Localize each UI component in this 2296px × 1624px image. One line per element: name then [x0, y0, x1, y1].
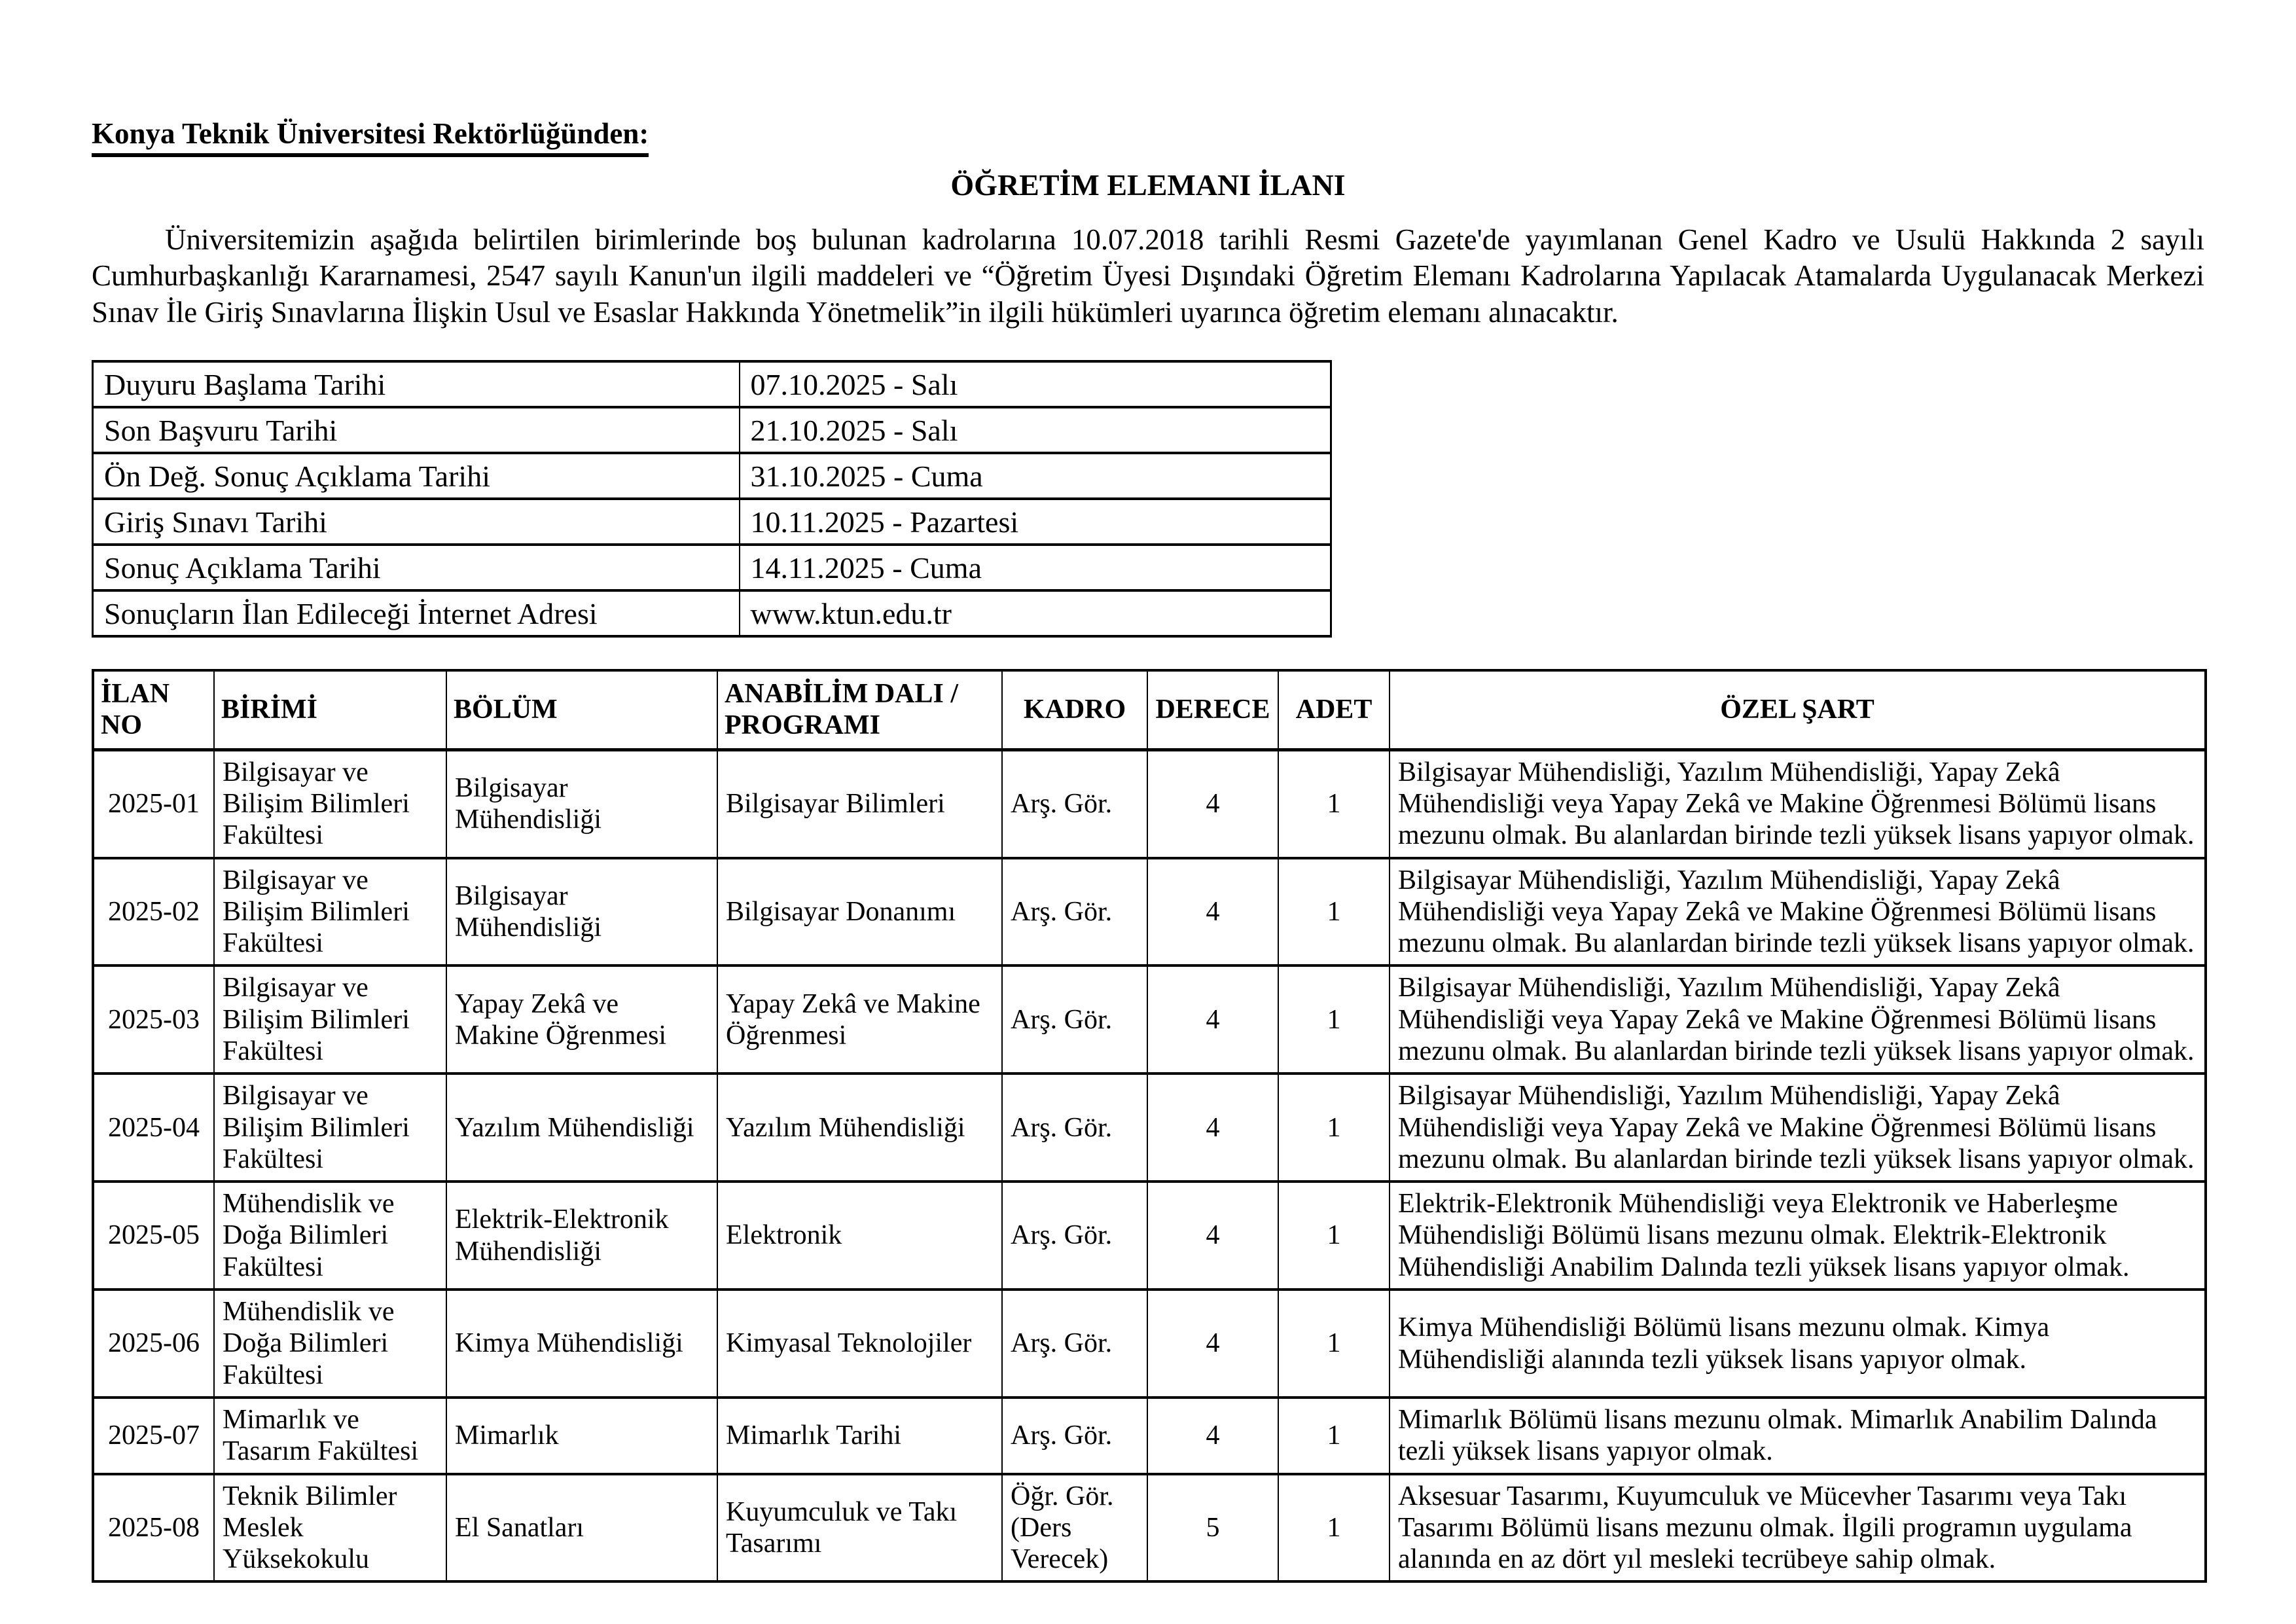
schedule-label-cell: Ön Değ. Sonuç Açıklama Tarihi: [93, 453, 740, 499]
position-cell-ilan_no: 2025-06: [93, 1290, 214, 1398]
position-cell-ozel_sart: Bilgisayar Mühendisliği, Yazılım Mühendisliği, Yapay Zekâ Mühendisliği veya Yapay Zekâ ve Makine Öğrenmesi Bölümü lisans mezunu olmak. Bu alanlardan birinde tezli yüksek lisans yapıyor olmak.: [1390, 858, 2206, 966]
position-cell-birimi: Teknik Bilimler Meslek Yüksekokulu: [214, 1474, 446, 1582]
position-cell-kadro: Arş. Gör.: [1002, 1398, 1147, 1474]
schedule-value-cell: 31.10.2025 - Cuma: [740, 453, 1331, 499]
intro-paragraph: Üniversitemizin aşağıda belirtilen birimlerinde boş bulunan kadrolarına 10.07.2018 tarihli Resmi Gazete'de yayımlanan Genel Kadro ve Usulü Hakkında 2 sayılı Cumhurbaşkanlığı Kararnamesi, 2547 sayılı Kanun'un ilgili maddeleri ve “Öğretim Üyesi Dışındaki Öğretim Elemanı Kadrolarına Yapılacak Atamalarda Uygulanacak Merkezi Sınav İle Giriş Sınavlarına İlişkin Usul ve Esaslar Hakkında Yönetmelik”in ilgili hükümleri uyarınca öğretim elemanı alınacaktır.: [92, 223, 2204, 329]
position-cell-ilan_no: 2025-08: [93, 1474, 214, 1582]
position-row: [93, 1474, 2206, 1582]
position-cell-bolum: Elektrik-Elektronik Mühendisliği: [446, 1182, 717, 1290]
schedule-row: [93, 545, 1331, 590]
positions-table-body: [93, 749, 2206, 1581]
schedule-label-cell: Duyuru Başlama Tarihi: [93, 361, 740, 407]
schedule-value-cell: 10.11.2025 - Pazartesi: [740, 499, 1331, 545]
position-cell-adet: 1: [1278, 1474, 1390, 1582]
positions-header-row: [93, 670, 2206, 749]
schedule-value-cell: 14.11.2025 - Cuma: [740, 545, 1331, 590]
issuer-heading-text: Konya Teknik Üniversitesi Rektörlüğünden:: [92, 117, 649, 157]
position-cell-bolum: Bilgisayar Mühendisliği: [446, 858, 717, 966]
position-cell-bolum: Bilgisayar Mühendisliği: [446, 749, 717, 857]
position-cell-anabilim_dali: Bilgisayar Donanımı: [717, 858, 1002, 966]
position-cell-birimi: Mühendislik ve Doğa Bilimleri Fakültesi: [214, 1290, 446, 1398]
position-cell-anabilim_dali: Kuyumculuk ve Takı Tasarımı: [717, 1474, 1002, 1582]
position-cell-ilan_no: 2025-04: [93, 1074, 214, 1182]
schedule-row: [93, 453, 1331, 499]
position-cell-bolum: El Sanatları: [446, 1474, 717, 1582]
position-cell-adet: 1: [1278, 858, 1390, 966]
positions-header-cell-kadro: KADRO: [1002, 670, 1147, 749]
position-cell-birimi: Bilgisayar ve Bilişim Bilimleri Fakültesi: [214, 1074, 446, 1182]
position-cell-derece: 4: [1147, 749, 1278, 857]
position-cell-adet: 1: [1278, 749, 1390, 857]
position-cell-bolum: Yazılım Mühendisliği: [446, 1074, 717, 1182]
position-cell-ilan_no: 2025-07: [93, 1398, 214, 1474]
positions-table: [92, 669, 2207, 1583]
position-row: [93, 1398, 2206, 1474]
positions-header-cell-derece: DERECE: [1147, 670, 1278, 749]
position-cell-ozel_sart: Bilgisayar Mühendisliği, Yazılım Mühendisliği, Yapay Zekâ Mühendisliği veya Yapay Zekâ ve Makine Öğrenmesi Bölümü lisans mezunu olmak. Bu alanlardan birinde tezli yüksek lisans yapıyor olmak.: [1390, 965, 2206, 1074]
schedule-table-body: [93, 361, 1331, 636]
position-cell-adet: 1: [1278, 1398, 1390, 1474]
schedule-row: [93, 590, 1331, 636]
schedule-label-cell: Sonuçların İlan Edileceği İnternet Adresi: [93, 590, 740, 636]
position-cell-derece: 4: [1147, 965, 1278, 1074]
position-row: [93, 965, 2206, 1074]
position-cell-birimi: Bilgisayar ve Bilişim Bilimleri Fakültesi: [214, 965, 446, 1074]
schedule-label-cell: Son Başvuru Tarihi: [93, 407, 740, 453]
position-cell-kadro: Arş. Gör.: [1002, 858, 1147, 966]
schedule-row: [93, 361, 1331, 407]
position-cell-derece: 4: [1147, 1290, 1278, 1398]
position-cell-anabilim_dali: Bilgisayar Bilimleri: [717, 749, 1002, 857]
position-row: [93, 1290, 2206, 1398]
position-cell-derece: 5: [1147, 1474, 1278, 1582]
position-cell-adet: 1: [1278, 1182, 1390, 1290]
position-cell-adet: 1: [1278, 1290, 1390, 1398]
positions-header-cell-adet: ADET: [1278, 670, 1390, 749]
position-cell-birimi: Mimarlık ve Tasarım Fakültesi: [214, 1398, 446, 1474]
position-cell-kadro: Öğr. Gör. (Ders Verecek): [1002, 1474, 1147, 1582]
position-cell-ozel_sart: Bilgisayar Mühendisliği, Yazılım Mühendisliği, Yapay Zekâ Mühendisliği veya Yapay Zekâ ve Makine Öğrenmesi Bölümü lisans mezunu olmak. Bu alanlardan birinde tezli yüksek lisans yapıyor olmak.: [1390, 749, 2206, 857]
position-cell-adet: 1: [1278, 965, 1390, 1074]
position-cell-bolum: Kimya Mühendisliği: [446, 1290, 717, 1398]
position-cell-derece: 4: [1147, 1182, 1278, 1290]
position-cell-adet: 1: [1278, 1074, 1390, 1182]
position-cell-ozel_sart: Elektrik-Elektronik Mühendisliği veya Elektronik ve Haberleşme Mühendisliği Bölümü lisans mezunu olmak. Elektrik-Elektronik Mühendisliği Anabilim Dalında tezli yüksek lisans yapıyor olmak.: [1390, 1182, 2206, 1290]
positions-header-cell-ilan_no: İLAN NO: [93, 670, 214, 749]
schedule-row: [93, 407, 1331, 453]
schedule-value-cell: 07.10.2025 - Salı: [740, 361, 1331, 407]
position-cell-ilan_no: 2025-03: [93, 965, 214, 1074]
page-title: ÖĞRETİM ELEMANI İLANI: [950, 168, 1346, 202]
position-cell-ilan_no: 2025-02: [93, 858, 214, 966]
position-cell-kadro: Arş. Gör.: [1002, 1074, 1147, 1182]
position-cell-bolum: Yapay Zekâ ve Makine Öğrenmesi: [446, 965, 717, 1074]
position-cell-birimi: Bilgisayar ve Bilişim Bilimleri Fakültesi: [214, 858, 446, 966]
schedule-label-cell: Giriş Sınavı Tarihi: [93, 499, 740, 545]
position-cell-kadro: Arş. Gör.: [1002, 749, 1147, 857]
position-row: [93, 1182, 2206, 1290]
position-cell-ilan_no: 2025-05: [93, 1182, 214, 1290]
position-cell-anabilim_dali: Elektronik: [717, 1182, 1002, 1290]
positions-header-cell-ozel_sart: ÖZEL ŞART: [1390, 670, 2206, 749]
position-cell-derece: 4: [1147, 1398, 1278, 1474]
issuer-heading: [92, 117, 2204, 157]
position-cell-ilan_no: 2025-01: [93, 749, 214, 857]
schedule-value-cell: www.ktun.edu.tr: [740, 590, 1331, 636]
position-cell-derece: 4: [1147, 858, 1278, 966]
position-cell-ozel_sart: Mimarlık Bölümü lisans mezunu olmak. Mimarlık Anabilim Dalında tezli yüksek lisans yapıyor olmak.: [1390, 1398, 2206, 1474]
position-row: [93, 858, 2206, 966]
schedule-row: [93, 499, 1331, 545]
positions-header-cell-birimi: BİRİMİ: [214, 670, 446, 749]
position-row: [93, 1074, 2206, 1182]
position-cell-bolum: Mimarlık: [446, 1398, 717, 1474]
position-cell-kadro: Arş. Gör.: [1002, 1290, 1147, 1398]
position-cell-birimi: Bilgisayar ve Bilişim Bilimleri Fakültesi: [214, 749, 446, 857]
position-cell-kadro: Arş. Gör.: [1002, 1182, 1147, 1290]
position-cell-kadro: Arş. Gör.: [1002, 965, 1147, 1074]
position-cell-anabilim_dali: Mimarlık Tarihi: [717, 1398, 1002, 1474]
position-cell-derece: 4: [1147, 1074, 1278, 1182]
schedule-table: [92, 360, 1332, 638]
positions-header-cell-bolum: BÖLÜM: [446, 670, 717, 749]
position-cell-birimi: Mühendislik ve Doğa Bilimleri Fakültesi: [214, 1182, 446, 1290]
positions-header-cell-anabilim_dali: ANABİLİM DALI / PROGRAMI: [717, 670, 1002, 749]
position-cell-anabilim_dali: Yazılım Mühendisliği: [717, 1074, 1002, 1182]
schedule-value-cell: 21.10.2025 - Salı: [740, 407, 1331, 453]
position-cell-ozel_sart: Kimya Mühendisliği Bölümü lisans mezunu olmak. Kimya Mühendisliği alanında tezli yüksek lisans yapıyor olmak.: [1390, 1290, 2206, 1398]
position-cell-ozel_sart: Bilgisayar Mühendisliği, Yazılım Mühendisliği, Yapay Zekâ Mühendisliği veya Yapay Zekâ ve Makine Öğrenmesi Bölümü lisans mezunu olmak. Bu alanlardan birinde tezli yüksek lisans yapıyor olmak.: [1390, 1074, 2206, 1182]
schedule-label-cell: Sonuç Açıklama Tarihi: [93, 545, 740, 590]
position-cell-ozel_sart: Aksesuar Tasarımı, Kuyumculuk ve Mücevher Tasarımı veya Takı Tasarımı Bölümü lisans mezunu olmak. İlgili programın uygulama alanında en az dört yıl mesleki tecrübeye sahip olmak.: [1390, 1474, 2206, 1582]
position-cell-anabilim_dali: Kimyasal Teknolojiler: [717, 1290, 1002, 1398]
position-row: [93, 749, 2206, 857]
position-cell-anabilim_dali: Yapay Zekâ ve Makine Öğrenmesi: [717, 965, 1002, 1074]
